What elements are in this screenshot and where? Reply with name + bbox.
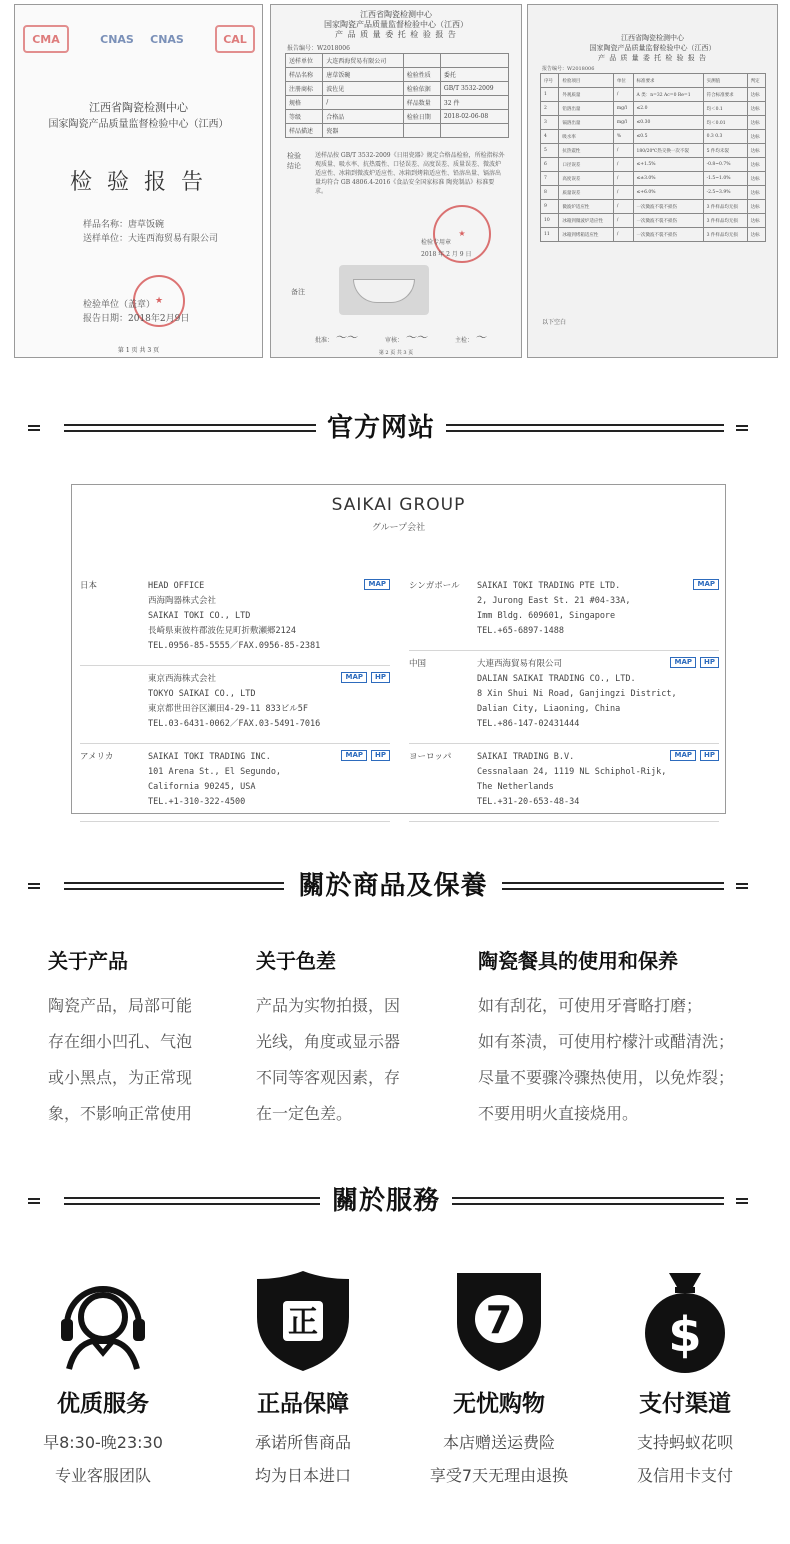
report3-header-cell: 单位: [613, 74, 633, 88]
service-name: 优质服务: [57, 1391, 149, 1417]
report3-cell: ≤±3.0%: [633, 172, 703, 186]
report3-cell: -1.5~1.0%: [703, 172, 747, 186]
report3-cell: /: [613, 172, 633, 186]
report2-cell: 瓷器: [323, 124, 403, 138]
map-button[interactable]: MAP: [670, 750, 696, 761]
report2-stamp-text: 检验专用章: [421, 239, 452, 246]
report3-cell: 9: [541, 200, 559, 214]
office-address: [148, 579, 320, 654]
report2-conclusion-label: 检验结论: [287, 152, 301, 170]
report3-cell: 冰箱到微波炉适应性: [559, 214, 614, 228]
service-payment: [590, 1268, 780, 1492]
report3-row: [541, 144, 766, 158]
office-line: 東京都世田谷区瀬田4-29-11 833ビル5F: [148, 704, 309, 714]
office-line: TEL.+86-147-02431444: [477, 719, 580, 729]
report3-cell: 质量误差: [559, 186, 614, 200]
report3-row: [541, 172, 766, 186]
report3-cell: 冰箱到烤箱适应性: [559, 228, 614, 242]
report3-header-row: [541, 74, 766, 88]
office-entry: [80, 672, 390, 744]
report3-cell: 8: [541, 186, 559, 200]
report3-row: [541, 214, 766, 228]
headset-icon: [8, 1268, 198, 1373]
shield-icon: [208, 1268, 398, 1373]
report-org-line2: 国家陶瓷产品质量监督检验中心（江西）: [48, 119, 229, 130]
signature-approve: 〜〜: [335, 331, 357, 344]
report3-cell: 一次微波不裂不损伤: [633, 200, 703, 214]
report3-cell: 符合标准要求: [703, 88, 747, 102]
header-rule: [64, 882, 284, 890]
office-links: [364, 579, 390, 590]
office-line: TOKYO SAIKAI CO., LTD: [148, 689, 256, 699]
report3-cell: 5: [541, 144, 559, 158]
map-button[interactable]: MAP: [693, 579, 719, 590]
report3-cell: 吸水率: [559, 130, 614, 144]
report3-table: [540, 73, 766, 242]
report3-number: 报告编号：W2018006: [542, 66, 595, 72]
office-line: TEL.+31-20-653-48-34: [477, 797, 580, 807]
report3-cell: 6: [541, 158, 559, 172]
report3-cell: /: [613, 186, 633, 200]
office-links: [693, 579, 719, 590]
care-line: 如有茶渍，可使用柠檬汁或醋清洗；: [478, 1032, 735, 1051]
header-dash-icon: [28, 883, 40, 889]
section-title: 關於服務: [331, 1186, 440, 1216]
office-line: DALIAN SAIKAI TRADING CO., LTD.: [477, 674, 636, 684]
report3-cell: ≤0.30: [633, 116, 703, 130]
office-entry: [409, 579, 719, 651]
report2-title: 产 品 质 量 委 托 检 验 报 告: [335, 30, 457, 39]
service-line2: 享受7天无理由退换: [429, 1466, 569, 1485]
care-line: 存在细小凹孔、气泡: [48, 1032, 193, 1051]
service-quality: [8, 1268, 198, 1492]
report3-cell: 3: [541, 116, 559, 130]
report2-cell: [440, 124, 508, 138]
service-line1: 早8:30-晚23:30: [43, 1433, 163, 1452]
report3-cell: ≤+6.0%: [633, 186, 703, 200]
report3-row: [541, 200, 766, 214]
report2-cell: 检验性质: [403, 68, 440, 82]
section-title: 官方网站: [326, 413, 435, 443]
care-block-usage: [478, 945, 734, 1132]
office-line: TEL.+65-6897-1488: [477, 626, 564, 636]
report3-org-line2: 国家陶瓷产品质量监督检验中心（江西）: [589, 44, 716, 52]
report3-row: [541, 186, 766, 200]
report3-header-cell: 序号: [541, 74, 559, 88]
office-line: 2, Jurong East St. 21 #04-33A,: [477, 596, 631, 606]
section-title: 關於商品及保養: [298, 871, 488, 901]
seven-glyph: 7: [485, 1297, 513, 1342]
office-line: 101 Arena St., El Segundo,: [148, 767, 282, 777]
care-line: 产品为实物拍摄，因: [256, 996, 401, 1015]
hp-button[interactable]: HP: [371, 750, 390, 761]
care-title: 陶瓷餐具的使用和保养: [478, 949, 678, 973]
care-block-product: [48, 945, 192, 1132]
service-line1: 支持蚂蚁花呗: [636, 1433, 733, 1452]
report-title: 检 验 报 告: [70, 170, 207, 195]
report3-cell: 抗热震性: [559, 144, 614, 158]
report-inspector: 检验单位（盖章）: [83, 300, 156, 310]
report3-row: [541, 158, 766, 172]
report3-cell: 口径误差: [559, 158, 614, 172]
report3-cell: 达标: [747, 88, 765, 102]
office-links: [341, 672, 390, 683]
service-worry-free: [404, 1268, 594, 1492]
report-sender: 送样单位：大连西海贸易有限公司: [83, 234, 219, 244]
office-address: [477, 657, 677, 732]
report3-cell: 均＜0.01: [703, 116, 747, 130]
header-rule: [452, 1197, 724, 1205]
report3-cell: mg/l: [613, 102, 633, 116]
report2-sign-main: 主检：: [455, 337, 474, 344]
care-line: 尽量不要骤冷骤热使用，以免炸裂；: [478, 1068, 735, 1087]
office-line: The Netherlands: [477, 782, 554, 792]
signature-main: 〜: [475, 331, 486, 344]
office-line: 長崎県東彼杵郡波佐見町折敷瀬郷2124: [148, 626, 296, 636]
report3-row: [541, 116, 766, 130]
report2-cell: 样品描述: [286, 124, 323, 138]
care-title: 关于产品: [48, 949, 128, 973]
service-name: 正品保障: [257, 1391, 349, 1417]
red-stamp-icon: ★: [133, 275, 185, 327]
report3-cell: 镉溶出量: [559, 116, 614, 130]
dollar-glyph: $: [668, 1306, 702, 1363]
report2-cell: 波佐见: [323, 82, 403, 96]
report3-cell: 0.3 0.3: [703, 130, 747, 144]
report-org-line1: 江西省陶瓷检测中心: [89, 101, 188, 114]
header-rule: [446, 424, 724, 432]
hp-button[interactable]: HP: [700, 657, 719, 668]
report3-cell: %: [613, 130, 633, 144]
report3-title: 产 品 质 量 委 托 检 验 报 告: [597, 54, 708, 62]
map-button[interactable]: MAP: [364, 579, 390, 590]
care-line: 光线，角度或显示器: [256, 1032, 401, 1051]
inspection-stamp-icon: ★: [433, 205, 491, 263]
shield-seven-icon: [404, 1268, 594, 1373]
office-line: HEAD OFFICE: [148, 581, 205, 591]
section-header-about-service: [0, 1181, 790, 1221]
report3-cell: 达标: [747, 172, 765, 186]
report2-cell: 送样单位: [286, 54, 323, 68]
report3-cell: 均＜0.1: [703, 102, 747, 116]
office-country: ヨーロッパ: [409, 752, 452, 762]
signature-review: 〜〜: [405, 331, 427, 344]
office-entry: [409, 657, 719, 744]
report3-header-cell: 标准要求: [633, 74, 703, 88]
office-line: 東京西海株式会社: [148, 674, 217, 684]
report2-cell: /: [323, 96, 403, 110]
section-header-official-site: [0, 408, 790, 448]
office-links: [341, 750, 390, 761]
office-line: Dalian City, Liaoning, China: [477, 704, 621, 714]
report3-cell: 达标: [747, 158, 765, 172]
report2-cell: 检验依据: [403, 82, 440, 96]
header-rule: [64, 424, 316, 432]
care-line: 或小黑点，为正常现: [48, 1068, 193, 1087]
office-links: [670, 657, 719, 668]
report-summary-scan: [270, 4, 522, 358]
report2-cell: 等级: [286, 110, 323, 124]
report3-header-cell: 判定: [747, 74, 765, 88]
cal-logo: CAL: [215, 25, 255, 53]
report2-cell: [403, 124, 440, 138]
office-line: 8 Xin Shui Ni Road, Ganjingzi District,: [477, 689, 677, 699]
report3-cell: 达标: [747, 214, 765, 228]
care-block-color: [256, 945, 400, 1132]
report3-cell: ≤2.0: [633, 102, 703, 116]
report3-cell: 高度误差: [559, 172, 614, 186]
report3-org-line1: 江西省陶瓷检测中心: [621, 34, 684, 42]
report2-cell: 32 件: [440, 96, 508, 110]
report2-page: 第 2 页 共 3 页: [378, 350, 414, 356]
report3-cell: /: [613, 200, 633, 214]
report3-row: [541, 228, 766, 242]
report2-org-line2: 国家陶瓷产品质量监督检验中心（江西）: [324, 20, 468, 29]
report3-cell: ≤+1.5%: [633, 158, 703, 172]
report2-cell: GB/T 3532-2009: [440, 82, 508, 96]
office-address: [477, 750, 666, 810]
office-country: アメリカ: [80, 752, 114, 762]
report3-row: [541, 130, 766, 144]
report3-cell: /: [613, 228, 633, 242]
care-line: 如有刮花，可使用牙膏略打磨；: [478, 996, 703, 1015]
header-rule: [502, 882, 724, 890]
report2-remark-label: 备注: [291, 288, 305, 296]
office-line: TEL.0956-85-5555／FAX.0956-85-2381: [148, 641, 321, 651]
report-sample-name: 样品名称：唐草饭碗: [83, 220, 165, 230]
header-dash-icon: [28, 1198, 40, 1204]
report3-cell: 达标: [747, 228, 765, 242]
report-date: 报告日期：2018年2月9日: [83, 314, 190, 324]
report2-cell: [440, 54, 508, 68]
care-line: 在一定色差。: [256, 1104, 353, 1123]
care-line: 象，不影响正常使用: [48, 1104, 193, 1123]
report3-cell: /: [613, 88, 633, 102]
report3-cell: 180/20℃热交换一次不裂: [633, 144, 703, 158]
map-button[interactable]: MAP: [341, 672, 367, 683]
header-dash-icon: [736, 883, 748, 889]
report3-cell: /: [613, 158, 633, 172]
report2-row: [286, 110, 509, 124]
service-genuine: [208, 1268, 398, 1492]
office-line: Cessnalaan 24, 1119 NL Schiphol-Rijk,: [477, 767, 667, 777]
report3-cell: 11: [541, 228, 559, 242]
report3-row: [541, 88, 766, 102]
shield-glyph: 正: [288, 1304, 318, 1340]
office-country: 日本: [80, 581, 98, 591]
care-title: 关于色差: [256, 949, 336, 973]
office-line: 大連西海貿易有限公司: [477, 659, 563, 669]
map-button[interactable]: MAP: [341, 750, 367, 761]
report2-cell: 委托: [440, 68, 508, 82]
cnas-logo: CNAS: [100, 32, 134, 46]
report2-cell: 唐草饭碗: [323, 68, 403, 82]
report3-header-cell: 实测值: [703, 74, 747, 88]
report2-row: [286, 54, 509, 68]
report3-cell: 5 件均未裂: [703, 144, 747, 158]
report2-cell: [403, 54, 440, 68]
report2-org-line1: 江西省陶瓷检测中心: [360, 10, 432, 19]
office-line: SAIKAI TOKI TRADING PTE LTD.: [477, 581, 621, 591]
report2-row: [286, 82, 509, 96]
report2-row: [286, 68, 509, 82]
hp-button[interactable]: HP: [700, 750, 719, 761]
report3-cell: A 类：n=32 Ac=0 Re=1: [633, 88, 703, 102]
inspection-reports: [14, 4, 778, 360]
care-line: 不同等客观因素，存: [256, 1068, 401, 1087]
report3-cell: ≤0.5: [633, 130, 703, 144]
report2-cell: 合格品: [323, 110, 403, 124]
header-dash-icon: [736, 1198, 748, 1204]
report3-cell: 达标: [747, 102, 765, 116]
report3-cell: 达标: [747, 144, 765, 158]
service-name: 无忧购物: [453, 1391, 545, 1417]
saikai-group-card: [71, 484, 726, 814]
report2-cell: 2018-02-06-08: [440, 110, 508, 124]
company-subtitle: グループ会社: [371, 523, 426, 533]
office-address: [477, 579, 631, 639]
office-entry: [80, 579, 390, 666]
office-line: TEL.+1-310-322-4500: [148, 797, 246, 807]
header-dash-icon: [736, 425, 748, 431]
section-header-about-product: [0, 866, 790, 906]
money-bag-icon: [590, 1268, 780, 1373]
report3-row: [541, 102, 766, 116]
report3-cell: -2.5~3.9%: [703, 186, 747, 200]
care-line: 陶瓷产品，局部可能: [48, 996, 193, 1015]
report2-number: 报告编号：W2018006: [287, 45, 350, 52]
report2-cell: 注册商标: [286, 82, 323, 96]
map-button[interactable]: MAP: [670, 657, 696, 668]
report2-sign-approve: 批准：: [315, 337, 334, 344]
service-name: 支付渠道: [639, 1391, 731, 1417]
report3-cell: 铅溶出量: [559, 102, 614, 116]
office-country: シンガポール: [409, 581, 460, 591]
report3-cell: 2: [541, 102, 559, 116]
report3-cell: /: [613, 214, 633, 228]
report3-cell: -0.8~0.7%: [703, 158, 747, 172]
report3-cell: 3 件样品均无损: [703, 228, 747, 242]
header-dash-icon: [28, 425, 40, 431]
report3-cell: 一次微波不裂不损伤: [633, 214, 703, 228]
service-line2: 均为日本进口: [254, 1466, 351, 1485]
report-cover-scan: [14, 4, 263, 358]
report3-cell: 4: [541, 130, 559, 144]
report2-sign-review: 审核：: [385, 337, 404, 344]
report-page: 第 1 页 共 3 页: [117, 347, 160, 354]
report3-cell: 1: [541, 88, 559, 102]
office-links: [670, 750, 719, 761]
service-line1: 本店赠送运费险: [442, 1433, 555, 1452]
office-line: SAIKAI TOKI CO., LTD: [148, 611, 251, 621]
report2-issue-date: 2018 年 2 月 9 日: [421, 251, 472, 258]
report2-cell: 样品数量: [403, 96, 440, 110]
hp-button[interactable]: HP: [371, 672, 390, 683]
header-rule: [64, 1197, 320, 1205]
report-detail-scan: [527, 4, 778, 358]
office-entry: [80, 750, 390, 822]
report3-cell: 达标: [747, 200, 765, 214]
office-line: Imm Bldg. 609601, Singapore: [477, 611, 616, 621]
office-country: 中国: [409, 659, 427, 669]
service-line2: 专业客服团队: [54, 1466, 151, 1485]
office-address: [148, 672, 320, 732]
report3-cell: 7: [541, 172, 559, 186]
report3-cell: 达标: [747, 130, 765, 144]
report3-cell: 外观质量: [559, 88, 614, 102]
cnas-logo-2: CNAS: [150, 32, 184, 46]
report3-cell: 3 件样品均无损: [703, 200, 747, 214]
report3-cell: 3 件样品均无损: [703, 214, 747, 228]
office-line: California 90245, USA: [148, 782, 256, 792]
office-address: [148, 750, 281, 810]
report3-cell: 达标: [747, 116, 765, 130]
office-line: TEL.03-6431-0062／FAX.03-5491-7016: [148, 719, 321, 729]
office-line: SAIKAI TRADING B.V.: [477, 752, 575, 762]
office-line: 西海陶器株式会社: [148, 596, 217, 606]
office-line: SAIKAI TOKI TRADING INC.: [148, 752, 271, 762]
report3-header-cell: 检验项目: [559, 74, 614, 88]
company-brand: SAIKAI GROUP: [331, 495, 466, 515]
report3-cell: 微波炉适应性: [559, 200, 614, 214]
cma-logo: CMA: [23, 25, 69, 53]
report2-table: [285, 53, 509, 138]
report3-cell: 达标: [747, 186, 765, 200]
report2-row: [286, 96, 509, 110]
report2-cell: 检验日期: [403, 110, 440, 124]
care-line: 不要用明火直接烧用。: [478, 1104, 639, 1123]
report2-row: [286, 124, 509, 138]
report3-cell: mg/l: [613, 116, 633, 130]
report2-cell: 大连西海贸易有限公司: [323, 54, 403, 68]
service-line1: 承诺所售商品: [254, 1433, 351, 1452]
report2-conclusion: 送样品按 GB/T 3532-2009《日用瓷器》规定合格品检验，所检指标外观质量、吸水率、抗热震性、口径误差、高度误差、质量误差、微波炉适应性、冰箱到微波炉适应性、冰箱到烤箱适应性、铅溶出量、镉溶出量均符合 GB 4806.4-2016《食品安全国家标准 陶瓷制品》标准要求。: [315, 152, 505, 195]
report2-cell: 样品名称: [286, 68, 323, 82]
service-line2: 及信用卡支付: [636, 1466, 733, 1485]
report3-cell: 10: [541, 214, 559, 228]
report3-cell: 一次微波不裂不损伤: [633, 228, 703, 242]
office-entry: [409, 750, 719, 822]
report3-cell: /: [613, 144, 633, 158]
report2-cell: 规格: [286, 96, 323, 110]
report3-footer: 以下空白: [542, 319, 567, 326]
bowl-photo: [339, 265, 429, 315]
